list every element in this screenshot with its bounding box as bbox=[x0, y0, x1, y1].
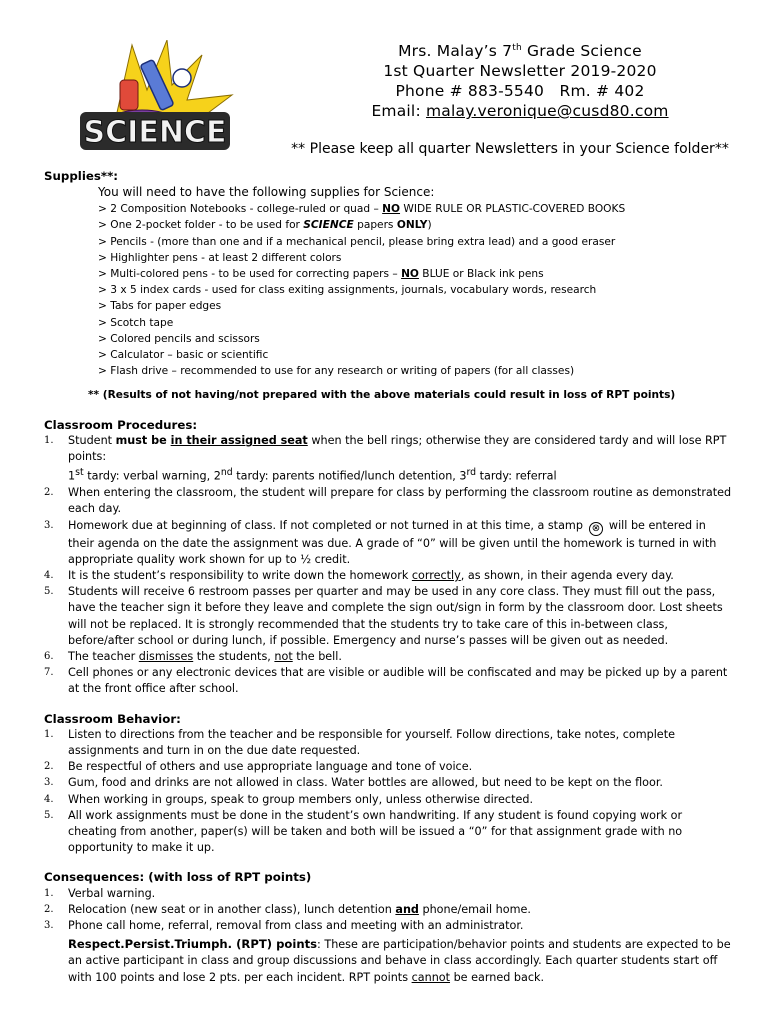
title-text-end: Grade Science bbox=[521, 42, 642, 61]
list-item: > Calculator – basic or scientific bbox=[98, 347, 734, 363]
keep-note: ** Please keep all quarter Newsletters in your Science folder** bbox=[291, 141, 729, 157]
newsletter-header bbox=[300, 38, 740, 121]
list-item: 5. Students will receive 6 restroom passes per quarter and may be used in any core class. They must fill out the pass, have the teacher sign it before they leave and complete the sign out/sign in form by the classroom door. Lost sheets will not be replaced. It is strongly recommended that the students try to take care of this in-between class, before/after school or during lunch, if possible. Emergency and nurse’s passes will be given out as needed. bbox=[44, 585, 723, 647]
list-item: 6. The teacher dismisses the students, not the bell. bbox=[44, 650, 342, 664]
email-label: Email: bbox=[371, 102, 426, 121]
room-number: Rm. # 402 bbox=[559, 82, 645, 101]
list-item: > Multi-colored pens - to be used for correcting papers – NO BLUE or Black ink pens bbox=[98, 266, 734, 282]
procedures-title: Classroom Procedures: bbox=[44, 417, 198, 432]
header-email bbox=[300, 101, 740, 121]
logo-text: SCIENCE bbox=[83, 115, 227, 150]
list-item: > One 2-pocket folder - to be used for SCIENCE papers ONLY) bbox=[98, 217, 734, 233]
list-item: 3. Gum, food and drinks are not allowed in class. Water bottles are allowed, but need to be kept on the floor. bbox=[44, 776, 663, 790]
list-item: 2. Relocation (new seat or in another class), lunch detention and phone/email home. bbox=[44, 902, 531, 916]
main-content bbox=[44, 168, 734, 986]
list-item: 4. When working in groups, speak to group members only, unless otherwise directed. bbox=[44, 792, 534, 806]
phone-number: Phone # 883-5540 bbox=[395, 82, 545, 101]
stamp-icon: ⊗ bbox=[589, 522, 603, 536]
science-logo-graphic bbox=[72, 40, 242, 155]
supplies-title: Supplies**: bbox=[44, 169, 118, 183]
list-item: > 2 Composition Notebooks - college-ruled or quad – NO WIDE RULE OR PLASTIC-COVERED BOOKS bbox=[98, 201, 734, 217]
science-logo bbox=[72, 40, 242, 155]
list-item: > Highlighter pens - at least 2 different colors bbox=[98, 250, 734, 266]
list-item: > Flash drive – recommended to use for any research or writing of papers (for all classes) bbox=[98, 363, 734, 379]
header-contact bbox=[300, 81, 740, 101]
rpt-title: Respect.Persist.Triumph. (RPT) points bbox=[68, 937, 318, 952]
supplies-warning: ** (Results of not having/not prepared with the above materials could result in loss of RPT points) bbox=[88, 389, 676, 402]
procedures-list bbox=[44, 433, 734, 698]
list-item: 2. When entering the classroom, the student will prepare for class by performing the classroom routine as demonstrated each day. bbox=[44, 486, 732, 516]
consequences-list bbox=[44, 886, 734, 935]
list-item: 1. Verbal warning. bbox=[44, 886, 156, 900]
list-item: 3. Phone call home, referral, removal from class and meeting with an administrator. bbox=[44, 919, 524, 933]
behavior-list bbox=[44, 727, 734, 857]
list-item: 2. Be respectful of others and use appropriate language and tone of voice. bbox=[44, 760, 473, 774]
list-item: > Colored pencils and scissors bbox=[98, 331, 734, 347]
list-item: 1. Student must be in their assigned seat when the bell rings; otherwise they are considered tardy and will lose RPT points: 1st tardy: verbal warning, 2nd tardy: parents notified/lunch detention, 3rd tardy: referral bbox=[44, 433, 727, 483]
rpt-paragraph: Respect.Persist.Triumph. (RPT) points: These are participation/behavior points and students are expected to be an active participant in class and group discussions and behave in class accordingly. Each quarter students start off with 100 points and lose 2 pts. per each incident. RPT points cannot be earned back. bbox=[68, 937, 731, 984]
supplies-intro: You will need to have the following supplies for Science: bbox=[98, 185, 435, 200]
header-title bbox=[300, 38, 740, 61]
list-item: 7. Cell phones or any electronic devices that are visible or audible will be confiscated and may be picked up by a parent at the front office after school. bbox=[44, 666, 728, 696]
list-item: 3. Homework due at beginning of class. If not completed or not turned in at this time, a stamp ⊗ will be entered in their agenda on the date the assignment was due. A grade of “0” will be given until the homework is turned in with appropriate quality work shown for up to ½ credit. bbox=[44, 518, 717, 566]
header-subtitle: 1st Quarter Newsletter 2019-2020 bbox=[383, 62, 657, 81]
list-item: 4. It is the student’s responsibility to write down the homework correctly, as shown, in their agenda every day. bbox=[44, 569, 674, 582]
list-item: > Scotch tape bbox=[98, 315, 734, 331]
list-item: 5. All work assignments must be done in the student’s own handwriting. If any student is found copying work or cheating from another, paper(s) will be taken and both will be issued a “0” for that assignment grade with no opportunity to make it up. bbox=[44, 808, 683, 855]
title-sup: th bbox=[512, 43, 522, 53]
title-text: Mrs. Malay’s 7 bbox=[398, 42, 513, 61]
list-item: > Tabs for paper edges bbox=[98, 298, 734, 314]
list-item: > 3 x 5 index cards - used for class exiting assignments, journals, vocabulary words, research bbox=[98, 282, 734, 298]
email-link[interactable]: malay.veronique@cusd80.com bbox=[426, 102, 669, 121]
consequences-title: Consequences: (with loss of RPT points) bbox=[44, 870, 312, 885]
list-item: > Pencils - (more than one and if a mechanical pencil, please bring extra lead) and a good eraser bbox=[98, 234, 734, 250]
behavior-title: Classroom Behavior: bbox=[44, 711, 181, 726]
supplies-list bbox=[98, 201, 734, 379]
list-item: 1. Listen to directions from the teacher and be responsible for yourself. Follow directions, take notes, complete assignments and turn in on the due date requested. bbox=[44, 727, 675, 758]
